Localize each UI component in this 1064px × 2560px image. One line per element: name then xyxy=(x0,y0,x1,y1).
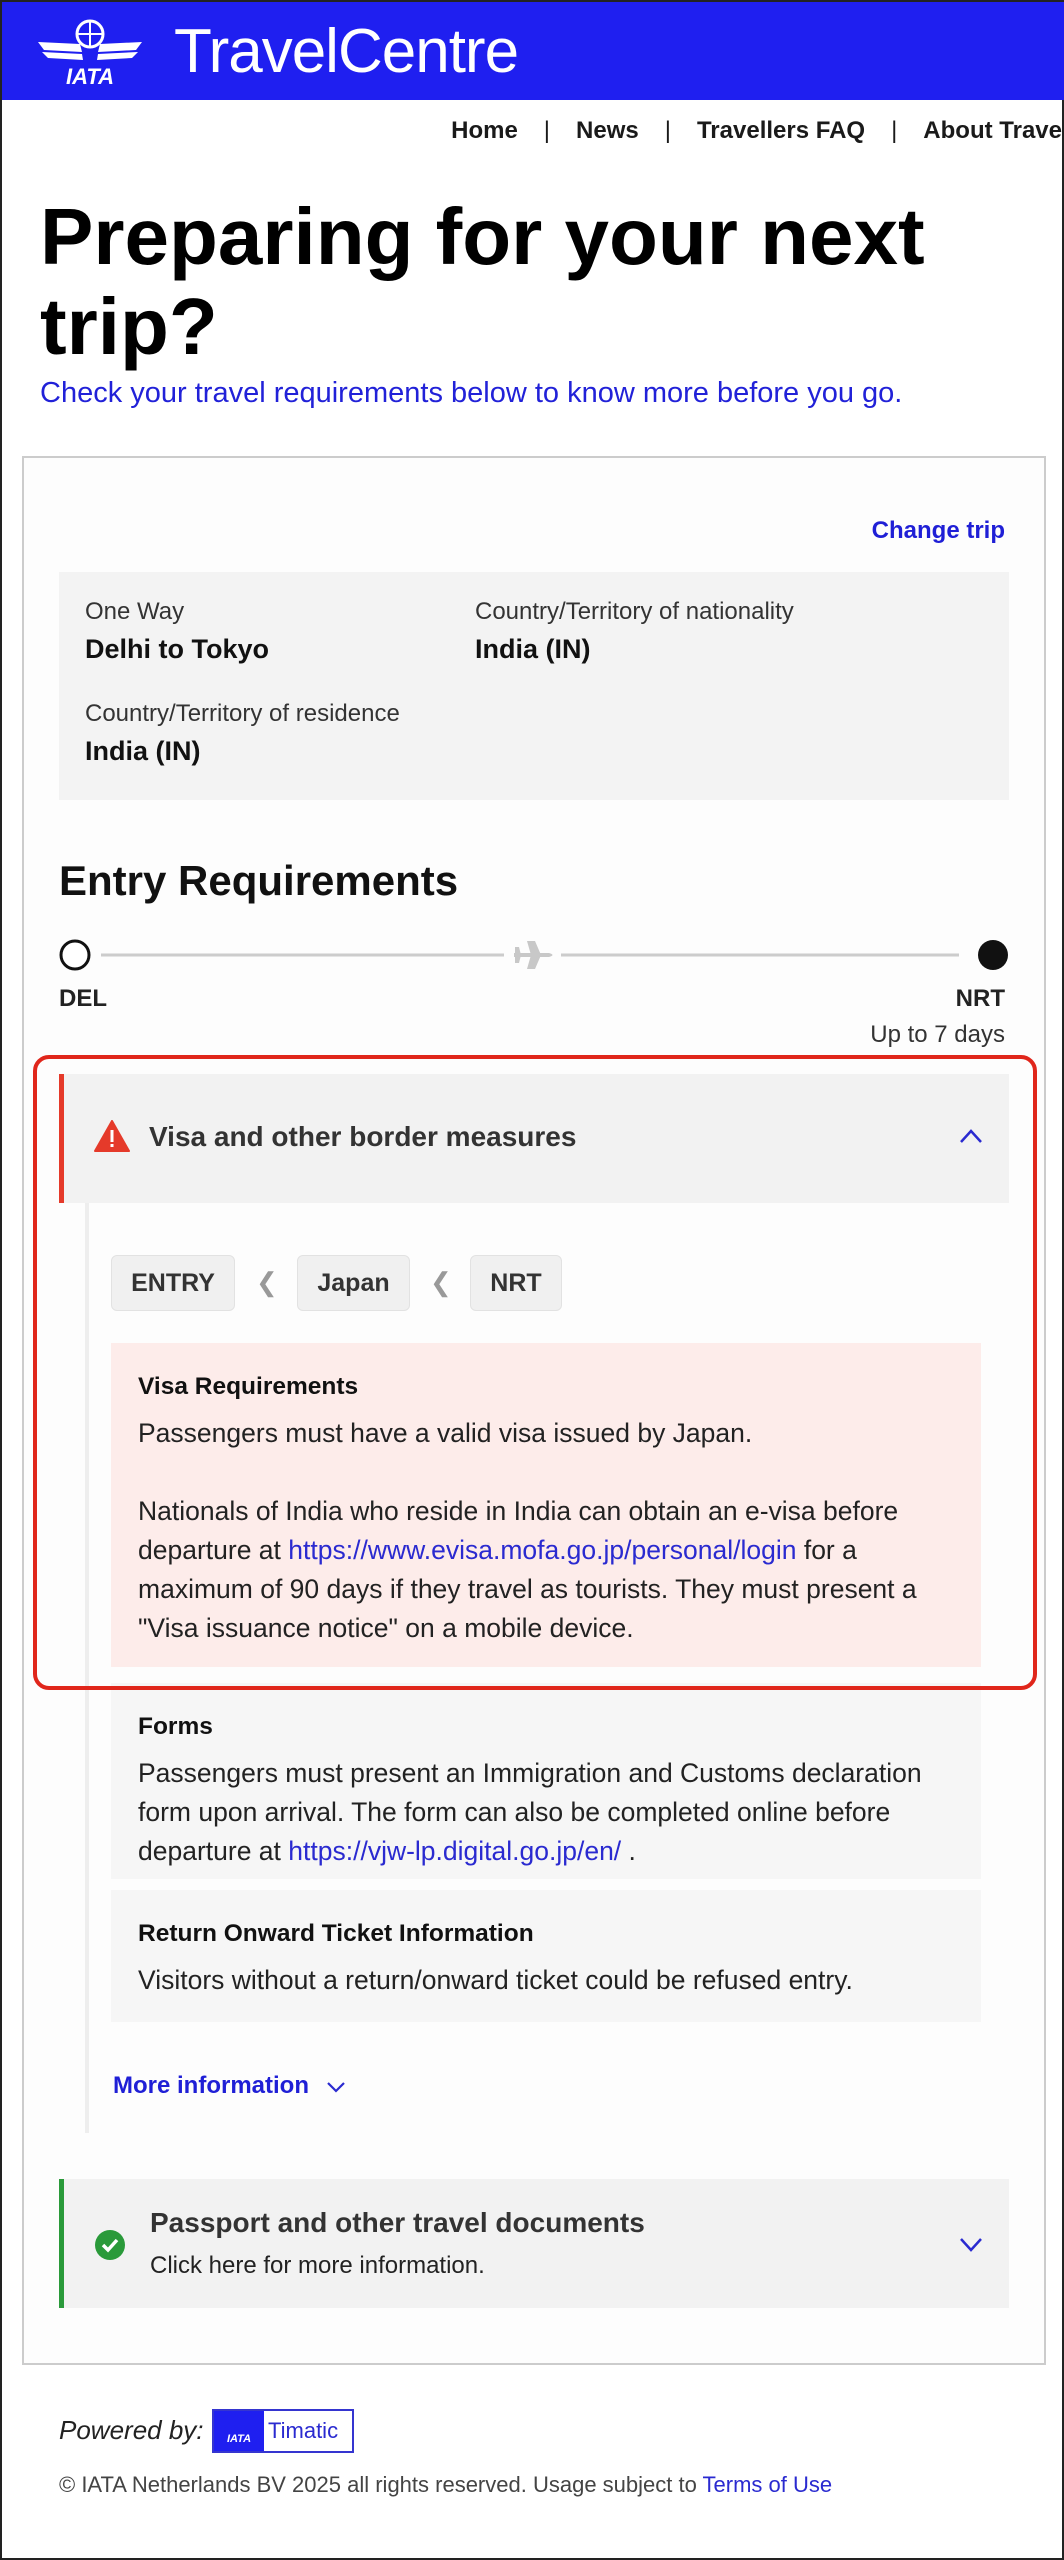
powered-by-label: Powered by: xyxy=(59,2415,204,2445)
copyright: © IATA Netherlands BV 2025 all rights reserved. Usage subject to Terms of Use xyxy=(59,2472,833,2497)
forms-box xyxy=(111,1683,981,1879)
visa-requirements-text: Passengers must have a valid visa issued by Japan. xyxy=(138,1418,753,1448)
nav-about[interactable]: About Trave xyxy=(923,117,1062,144)
visa-requirements-title: Visa Requirements xyxy=(138,1373,359,1400)
timatic-logo[interactable] xyxy=(212,2409,354,2453)
forms-link[interactable]: https://vjw-lp.digital.go.jp/en/ xyxy=(288,1836,622,1866)
nav-separator: | xyxy=(543,117,551,144)
origin-dot xyxy=(61,941,89,969)
timatic-label: Timatic xyxy=(268,2418,339,2443)
nationality-value: India (IN) xyxy=(475,634,591,664)
iata-logo[interactable] xyxy=(36,18,144,88)
breadcrumb-chip-entry[interactable]: ENTRY xyxy=(111,1255,235,1311)
iata-small-logo: IATA xyxy=(214,2411,264,2451)
origin-code: DEL xyxy=(59,985,107,1012)
more-information-link[interactable] xyxy=(113,2072,346,2100)
terms-of-use-link[interactable]: Terms of Use xyxy=(702,2472,833,2497)
trip-route: Delhi to Tokyo xyxy=(85,634,270,664)
entry-requirements-heading: Entry Requirements xyxy=(59,857,459,904)
destination-code: NRT xyxy=(955,985,1005,1012)
check-circle-icon xyxy=(94,2229,126,2261)
return-ticket-text: Visitors without a return/onward ticket could be refused entry. xyxy=(138,1965,853,1995)
destination-dot xyxy=(978,940,1008,970)
chevron-left-icon: ❮ xyxy=(430,1267,452,1297)
trip-type: One Way xyxy=(85,598,185,625)
passport-section-title: Passport and other travel documents xyxy=(150,2207,645,2238)
plane-icon xyxy=(514,941,553,969)
top-nav xyxy=(451,117,1062,145)
svg-text:IATA: IATA xyxy=(65,64,115,88)
visa-requirements-box xyxy=(111,1343,981,1667)
visa-section-title: Visa and other border measures xyxy=(149,1121,577,1152)
evisa-link[interactable]: https://www.evisa.mofa.go.jp/personal/login xyxy=(288,1535,797,1565)
passport-section-subtitle: Click here for more information. xyxy=(150,2252,485,2279)
nav-travellers-faq[interactable]: Travellers FAQ xyxy=(696,117,866,144)
nav-separator: | xyxy=(664,117,671,144)
page-title: Preparing for your next trip? xyxy=(40,192,925,371)
return-ticket-title: Return Onward Ticket Information xyxy=(138,1920,534,1947)
nav-separator: | xyxy=(891,117,898,144)
stay-duration: Up to 7 days xyxy=(870,1021,1005,1048)
passport-section-header[interactable] xyxy=(59,2179,1009,2308)
more-information-label: More information xyxy=(113,2072,309,2099)
change-trip-link[interactable]: Change trip xyxy=(871,517,1005,544)
route-timeline xyxy=(59,937,1009,977)
warning-icon xyxy=(94,1120,130,1152)
forms-title: Forms xyxy=(138,1713,213,1740)
chevron-up-icon[interactable] xyxy=(959,1128,983,1144)
chevron-down-icon xyxy=(326,2081,346,2093)
breadcrumb-chip-country[interactable]: Japan xyxy=(297,1255,410,1311)
chevron-down-icon[interactable] xyxy=(959,2237,983,2253)
evisa-text: Nationals of India who reside in India can obtain an e-visa before departure at https://www.evisa.mofa.go.jp/personal/login for a maximum of 90 days if they travel as tourists. They must present a "Visa issuance notice" on a mobile device. xyxy=(138,1496,917,1643)
forms-text: Passengers must present an Immigration and Customs declaration form upon arrival. The form can also be completed online before departure at https://vjw-lp.digital.go.jp/en/ . xyxy=(138,1758,922,1866)
visa-section-border xyxy=(85,1203,89,2133)
return-ticket-box xyxy=(111,1890,981,2022)
trip-summary xyxy=(59,572,1009,800)
nav-home[interactable]: Home xyxy=(451,117,518,144)
visa-section-header[interactable] xyxy=(59,1074,1009,1203)
site-header xyxy=(2,2,1064,100)
residence-value: India (IN) xyxy=(85,736,201,766)
breadcrumb-chip-airport[interactable]: NRT xyxy=(470,1255,562,1311)
page-subtitle: Check your travel requirements below to know more before you go. xyxy=(40,377,903,409)
brand-name[interactable]: TravelCentre xyxy=(174,17,519,86)
nationality-label: Country/Territory of nationality xyxy=(475,598,794,625)
chevron-left-icon: ❮ xyxy=(256,1267,278,1297)
residence-label: Country/Territory of residence xyxy=(85,700,400,727)
nav-news[interactable]: News xyxy=(576,117,639,144)
